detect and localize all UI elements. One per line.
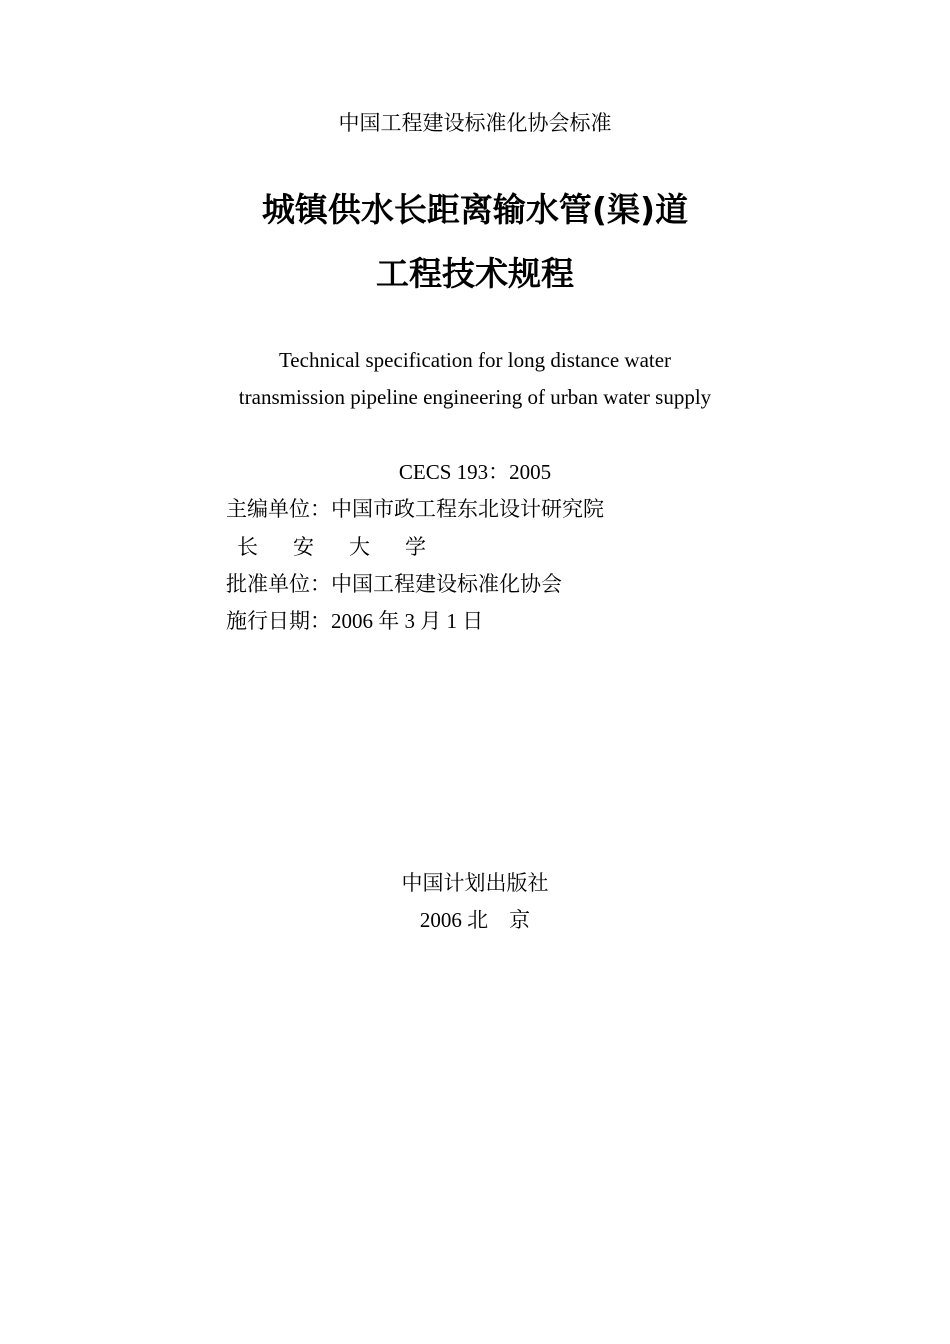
co-editor-char: 学	[405, 535, 426, 559]
chief-editor-unit: 主编单位：中国市政工程东北设计研究院	[226, 497, 604, 521]
document-title-line-2: 工程技术规程	[376, 254, 574, 293]
approving-unit: 批准单位：中国工程建设标准化协会	[226, 572, 562, 596]
co-editor-char: 大	[349, 535, 370, 559]
effective-date: 施行日期：2006 年 3 月 1 日	[226, 609, 484, 633]
publisher-name: 中国计划出版社	[401, 871, 549, 895]
english-title-line-2: transmission pipeline engineering of urban water supply	[238, 385, 712, 409]
standard-code: CECS 193：2005	[398, 460, 552, 484]
english-title-line-1: Technical specification for long distance water	[278, 348, 672, 372]
co-editor-char: 安	[293, 535, 314, 559]
co-editor-unit	[237, 537, 461, 558]
co-editor-char: 长	[237, 535, 258, 559]
publisher-year-city: 2006 北 京	[419, 908, 531, 932]
document-title-line-1: 城镇供水长距离输水管(渠)道	[261, 190, 689, 229]
series-label: 中国工程建设标准化协会标准	[338, 111, 612, 135]
